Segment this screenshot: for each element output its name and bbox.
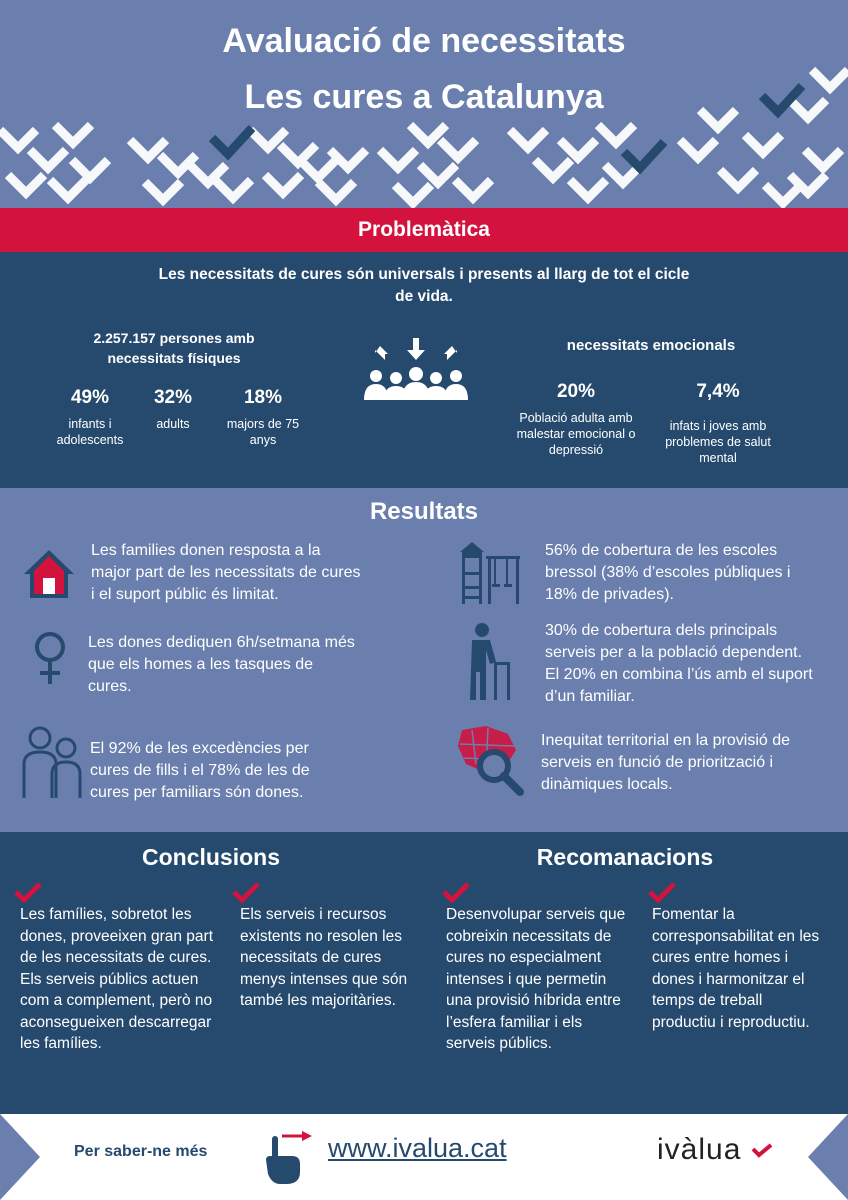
conclusions-title: Conclusions: [141, 844, 280, 870]
page-title-line2: Les cures a Catalunya: [244, 78, 604, 116]
problematica-section: [0, 252, 848, 488]
stat-value: 49%: [70, 387, 110, 408]
stat-label: infats i joves amb problemes de salut mental: [665, 419, 771, 465]
logo-text: ivàlua: [657, 1133, 742, 1166]
problematica-lead: Les necessitats de cures són universals i presents al llarg de tot el cicle de vida.: [158, 266, 690, 305]
fisiques-title: 2.257.157 persones amb necessitats físiques: [93, 330, 255, 366]
conclusions-recomanacions-section: [0, 832, 848, 1114]
stat-label: adults: [156, 417, 190, 431]
checkmark-icon: [442, 882, 470, 904]
stat-malestar: [498, 380, 654, 458]
stat-infants: [44, 386, 136, 448]
header: [0, 0, 848, 208]
ivalua-logo: [657, 1133, 773, 1167]
checkmark-icon: [232, 882, 260, 904]
stat-value: 32%: [153, 387, 193, 408]
stat-value: 18%: [243, 387, 283, 408]
resultat-item: Les dones dediquen 6h/setmana més que els homes a les tasques de cures.: [88, 634, 355, 695]
website-link[interactable]: www.ivalua.cat: [328, 1133, 507, 1163]
conclusion-item: Els serveis i recursos existents no resolen les necessitats de cures menys intenses que són també les majoritàries.: [240, 906, 408, 1009]
footer-notch-left: [0, 1114, 42, 1200]
footer-notch-right: [806, 1114, 848, 1200]
stat-label: infants i adolescents: [56, 417, 124, 447]
problematica-banner: [0, 208, 848, 252]
stat-adults: [140, 386, 206, 432]
resultat-item: 56% de cobertura de les escoles bressol (38% d’escoles públiques i 18% de privades).: [545, 542, 791, 603]
footer: [0, 1114, 848, 1200]
checkmark-icon: [14, 882, 42, 904]
elderly-couple-icon: [20, 724, 86, 800]
walker-icon: [464, 622, 512, 700]
people-arrows-icon: [362, 338, 470, 402]
conclusion-item: Les famílies, sobretot les dones, proveeixen gran part de les necessitats de cures. Els serveis públics actuen com a complement, però no aconsegueixen descarregar les famílies.: [20, 906, 214, 1052]
map-search-icon: [456, 724, 526, 796]
stat-value: 20%: [556, 381, 596, 402]
resultat-item: Inequitat territorial en la provisió de serveis en funció de priorització i dinàmiques locals.: [541, 732, 791, 793]
stat-value: 7,4%: [696, 381, 740, 402]
playground-icon: [456, 542, 522, 604]
logo-check-icon: [751, 1143, 773, 1159]
emocionals-title: necessitats emocionals: [566, 337, 736, 354]
resultat-item: 30% de cobertura dels principals serveis per a la població dependent. El 20% en combina l’ús amb el suport d’un familiar.: [545, 622, 813, 705]
more-info-label: Per saber-ne més: [74, 1143, 208, 1160]
recomanacio-item: Fomentar la corresponsabilitat en les cures entre homes i dones i harmonitzar el temps de treball productiu i reproductiu.: [652, 906, 820, 1031]
stat-label: Població adulta amb malestar emocional o depressió: [516, 411, 636, 457]
problematica-title: Problemàtica: [358, 218, 490, 241]
stat-salut-mental: [650, 380, 786, 466]
female-icon: [32, 630, 68, 686]
resultat-item: El 92% de les excedències per cures de fills i el 78% de les de cures per familiars són dones.: [90, 740, 310, 801]
house-icon: [22, 546, 76, 600]
stat-majors: [214, 386, 312, 448]
resultats-section: [0, 488, 848, 832]
resultat-item: Les families donen resposta a la major part de les necessitats de cures i el suport públic és limitat.: [91, 542, 361, 603]
resultats-title: Resultats: [369, 498, 479, 525]
hand-click-icon: [262, 1130, 314, 1186]
recomanacions-title: Recomanacions: [536, 844, 714, 870]
page-title-line1: Avaluació de necessitats: [222, 22, 626, 60]
checkmark-icon: [648, 882, 676, 904]
recomanacio-item: Desenvolupar serveis que cobreixin necessitats de cures no especialment intenses i que permetin una provisió híbrida entre l’esfera familiar i els serveis públics.: [446, 906, 626, 1052]
stat-label: majors de 75 anys: [226, 417, 300, 447]
